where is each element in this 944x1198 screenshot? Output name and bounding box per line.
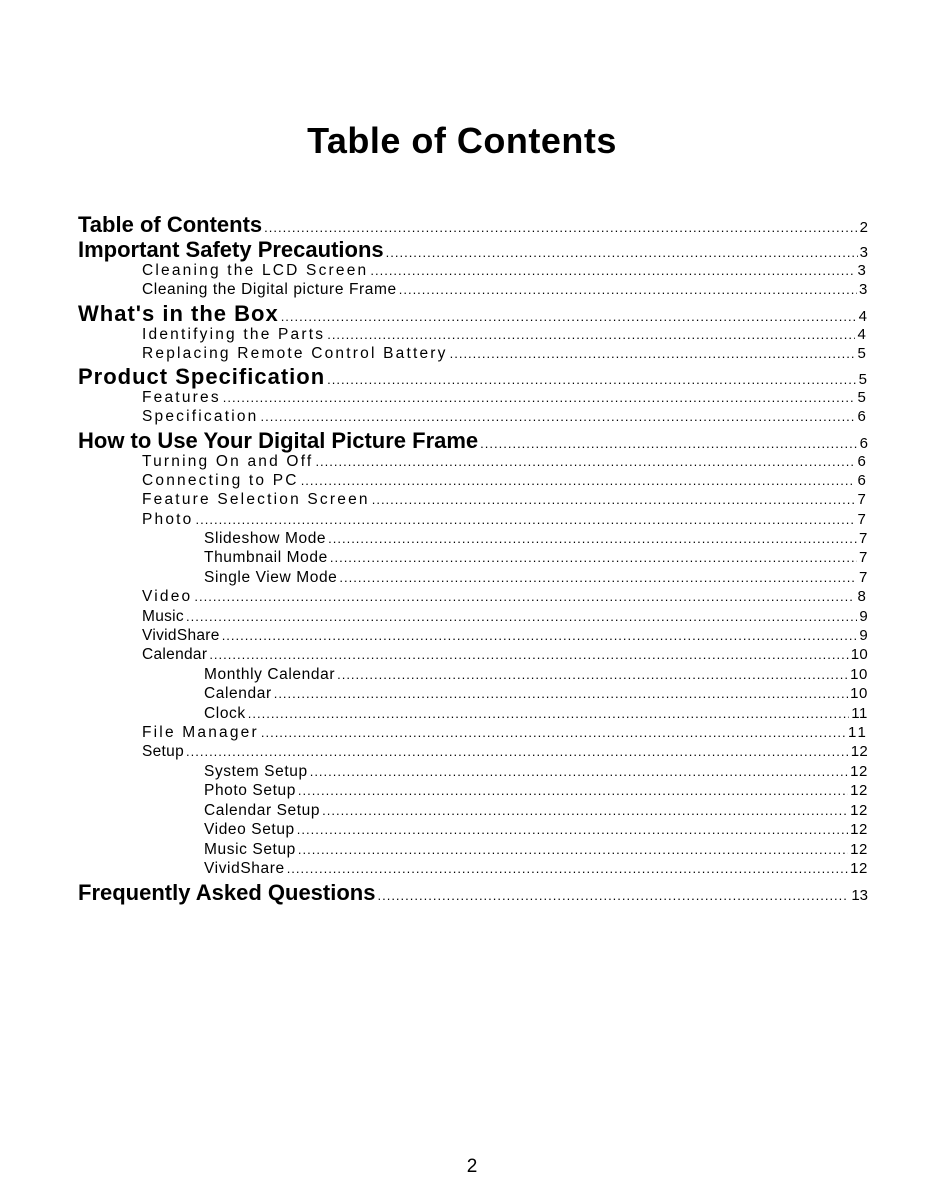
toc-entry-page: 12 <box>850 762 868 780</box>
dot-leader <box>261 725 846 740</box>
dot-leader <box>194 589 855 604</box>
toc-entry[interactable] <box>78 389 868 408</box>
toc-entry[interactable] <box>78 281 868 300</box>
toc-entry-page: 4 <box>858 307 868 325</box>
toc-entry-label: System Setup <box>204 762 308 780</box>
toc-entry[interactable] <box>78 646 868 665</box>
toc-entry-label: Music <box>142 607 184 625</box>
toc-entry-label: Music Setup <box>204 840 296 858</box>
toc-entry-page: 5 <box>858 371 868 389</box>
toc-entry-label: Calendar <box>142 646 208 664</box>
dot-leader <box>196 512 856 527</box>
toc-entry[interactable] <box>78 880 868 905</box>
toc-entry-label: Video <box>142 588 193 606</box>
toc-entry-page: 13 <box>851 886 868 904</box>
toc-entry-label: Replacing Remote Control Battery <box>142 344 448 362</box>
toc-entry[interactable] <box>78 569 868 589</box>
toc-entry-page: 10 <box>850 685 868 703</box>
toc-entry[interactable] <box>78 428 868 453</box>
toc-entry-label: Product Specification <box>78 364 326 390</box>
toc-entry-page: 12 <box>850 801 868 819</box>
toc-entry[interactable] <box>78 685 868 705</box>
toc-entry[interactable] <box>78 212 868 237</box>
toc-entry-page: 7 <box>857 510 868 528</box>
toc-entry[interactable] <box>78 511 868 530</box>
toc-entry-page: 11 <box>851 704 868 722</box>
toc-entry-page: 12 <box>850 821 868 839</box>
toc-entry-page: 8 <box>857 588 868 606</box>
toc-entry-page: 11 <box>848 724 868 742</box>
toc-entry-label: What's in the Box <box>78 300 279 326</box>
toc-entry[interactable] <box>78 666 868 686</box>
toc-entry[interactable] <box>78 326 868 345</box>
toc-entry[interactable] <box>78 802 868 822</box>
toc-entry-label: Photo <box>142 510 194 528</box>
toc-entry-label: Thumbnail Mode <box>204 549 328 567</box>
toc-entry-page: 3 <box>857 262 868 279</box>
toc-entry-label: Monthly Calendar <box>204 665 336 683</box>
toc-entry-page: 6 <box>859 434 868 452</box>
toc-entry-page: 6 <box>857 452 868 470</box>
toc-entry-page: 7 <box>857 491 868 509</box>
dot-leader <box>297 822 848 837</box>
toc-entry-page: 10 <box>850 665 868 683</box>
toc-entry[interactable] <box>78 262 868 281</box>
toc-entry[interactable] <box>78 530 868 550</box>
toc-entry-label: Video Setup <box>204 821 295 839</box>
toc-entry[interactable] <box>78 841 868 861</box>
dot-leader <box>298 842 848 857</box>
dot-leader <box>386 245 858 260</box>
toc-entry-label: Table of Contents <box>78 212 263 237</box>
toc-entry-label: Turning On and Off <box>142 452 314 470</box>
dot-leader <box>222 628 858 643</box>
toc-entry-page: 9 <box>859 607 868 625</box>
page-title: Table of Contents <box>307 120 617 162</box>
toc-entry-page: 9 <box>859 627 868 645</box>
dot-leader <box>330 550 857 565</box>
dot-leader <box>322 803 848 818</box>
toc-entry-page: 2 <box>859 219 868 236</box>
toc-entry-page: 5 <box>857 389 868 407</box>
toc-entry[interactable] <box>78 763 868 783</box>
toc-entry-page: 6 <box>857 472 868 490</box>
dot-leader <box>248 706 849 721</box>
dot-leader <box>327 327 855 342</box>
dot-leader <box>186 744 849 759</box>
toc-entry[interactable] <box>78 743 868 762</box>
dot-leader <box>327 372 857 387</box>
dot-leader <box>264 220 858 235</box>
toc-entry-page: 7 <box>859 529 868 547</box>
toc-entry-label: Single View Mode <box>204 568 338 586</box>
dot-leader <box>223 390 856 405</box>
dot-leader <box>399 282 857 297</box>
table-of-contents <box>78 212 868 905</box>
toc-entry-label: Identifying the Parts <box>142 325 326 343</box>
toc-entry-page: 3 <box>859 244 868 261</box>
toc-entry-label: Clock <box>204 704 246 722</box>
toc-entry[interactable] <box>78 627 868 646</box>
dot-leader <box>298 783 848 798</box>
toc-entry-label: Important Safety Precautions <box>78 237 384 262</box>
toc-entry[interactable] <box>78 237 868 262</box>
dot-leader <box>209 647 848 662</box>
toc-entry[interactable] <box>78 453 868 472</box>
dot-leader <box>274 686 848 701</box>
toc-entry-label: Frequently Asked Questions <box>78 879 376 905</box>
toc-entry-label: File Manager <box>142 724 259 742</box>
toc-entry[interactable] <box>78 608 868 627</box>
dot-leader <box>480 436 857 451</box>
dot-leader <box>339 570 857 585</box>
dot-leader <box>372 492 856 507</box>
toc-entry-page: 5 <box>857 344 868 362</box>
toc-entry[interactable] <box>78 705 868 725</box>
toc-entry-label: VividShare <box>142 627 220 645</box>
toc-entry-label: Setup <box>142 743 185 761</box>
toc-entry[interactable] <box>78 472 868 491</box>
toc-entry-label: Cleaning the Digital picture Frame <box>142 281 397 299</box>
dot-leader <box>377 888 849 903</box>
toc-entry-label: Features <box>142 389 221 407</box>
toc-entry-page: 7 <box>859 568 868 586</box>
toc-entry[interactable] <box>78 491 868 510</box>
toc-entry[interactable] <box>78 821 868 841</box>
toc-entry[interactable] <box>78 860 868 880</box>
toc-entry-label: How to Use Your Digital Picture Frame <box>78 427 479 453</box>
toc-entry[interactable] <box>78 724 868 743</box>
toc-entry-label: Connecting to PC <box>142 472 299 490</box>
dot-leader <box>337 667 848 682</box>
toc-entry-label: Cleaning the LCD Screen <box>142 262 369 279</box>
toc-entry-page: 10 <box>850 646 868 664</box>
toc-entry[interactable] <box>78 782 868 802</box>
toc-entry[interactable] <box>78 345 868 364</box>
toc-entry-label: Calendar Setup <box>204 801 321 819</box>
toc-entry[interactable] <box>78 588 868 607</box>
dot-leader <box>310 764 848 779</box>
toc-entry[interactable] <box>78 364 868 389</box>
dot-leader <box>328 531 857 546</box>
toc-entry-label: Feature Selection Screen <box>142 491 370 509</box>
dot-leader <box>315 454 855 469</box>
dot-leader <box>370 263 855 278</box>
toc-entry-page: 12 <box>850 860 868 878</box>
toc-entry-page: 4 <box>857 325 868 343</box>
dot-leader <box>186 609 857 624</box>
toc-entry-page: 7 <box>859 549 868 567</box>
dot-leader <box>281 309 857 324</box>
toc-entry[interactable] <box>78 301 868 326</box>
toc-entry[interactable] <box>78 408 868 427</box>
toc-entry-label: Specification <box>142 408 259 426</box>
dot-leader <box>260 409 855 424</box>
toc-entry-page: 12 <box>850 782 868 800</box>
page-number: 2 <box>466 1156 478 1177</box>
toc-entry-page: 6 <box>857 408 868 426</box>
toc-entry-page: 12 <box>850 743 868 761</box>
dot-leader <box>450 346 856 361</box>
toc-entry[interactable] <box>78 549 868 569</box>
toc-entry-label: Slideshow Mode <box>204 529 327 547</box>
toc-entry-page: 3 <box>859 281 868 299</box>
toc-entry-label: Photo Setup <box>204 782 296 800</box>
dot-leader <box>301 473 856 488</box>
toc-entry-page: 12 <box>850 840 868 858</box>
toc-entry-label: VividShare <box>204 860 285 878</box>
dot-leader <box>287 861 848 876</box>
toc-entry-label: Calendar <box>204 685 272 703</box>
